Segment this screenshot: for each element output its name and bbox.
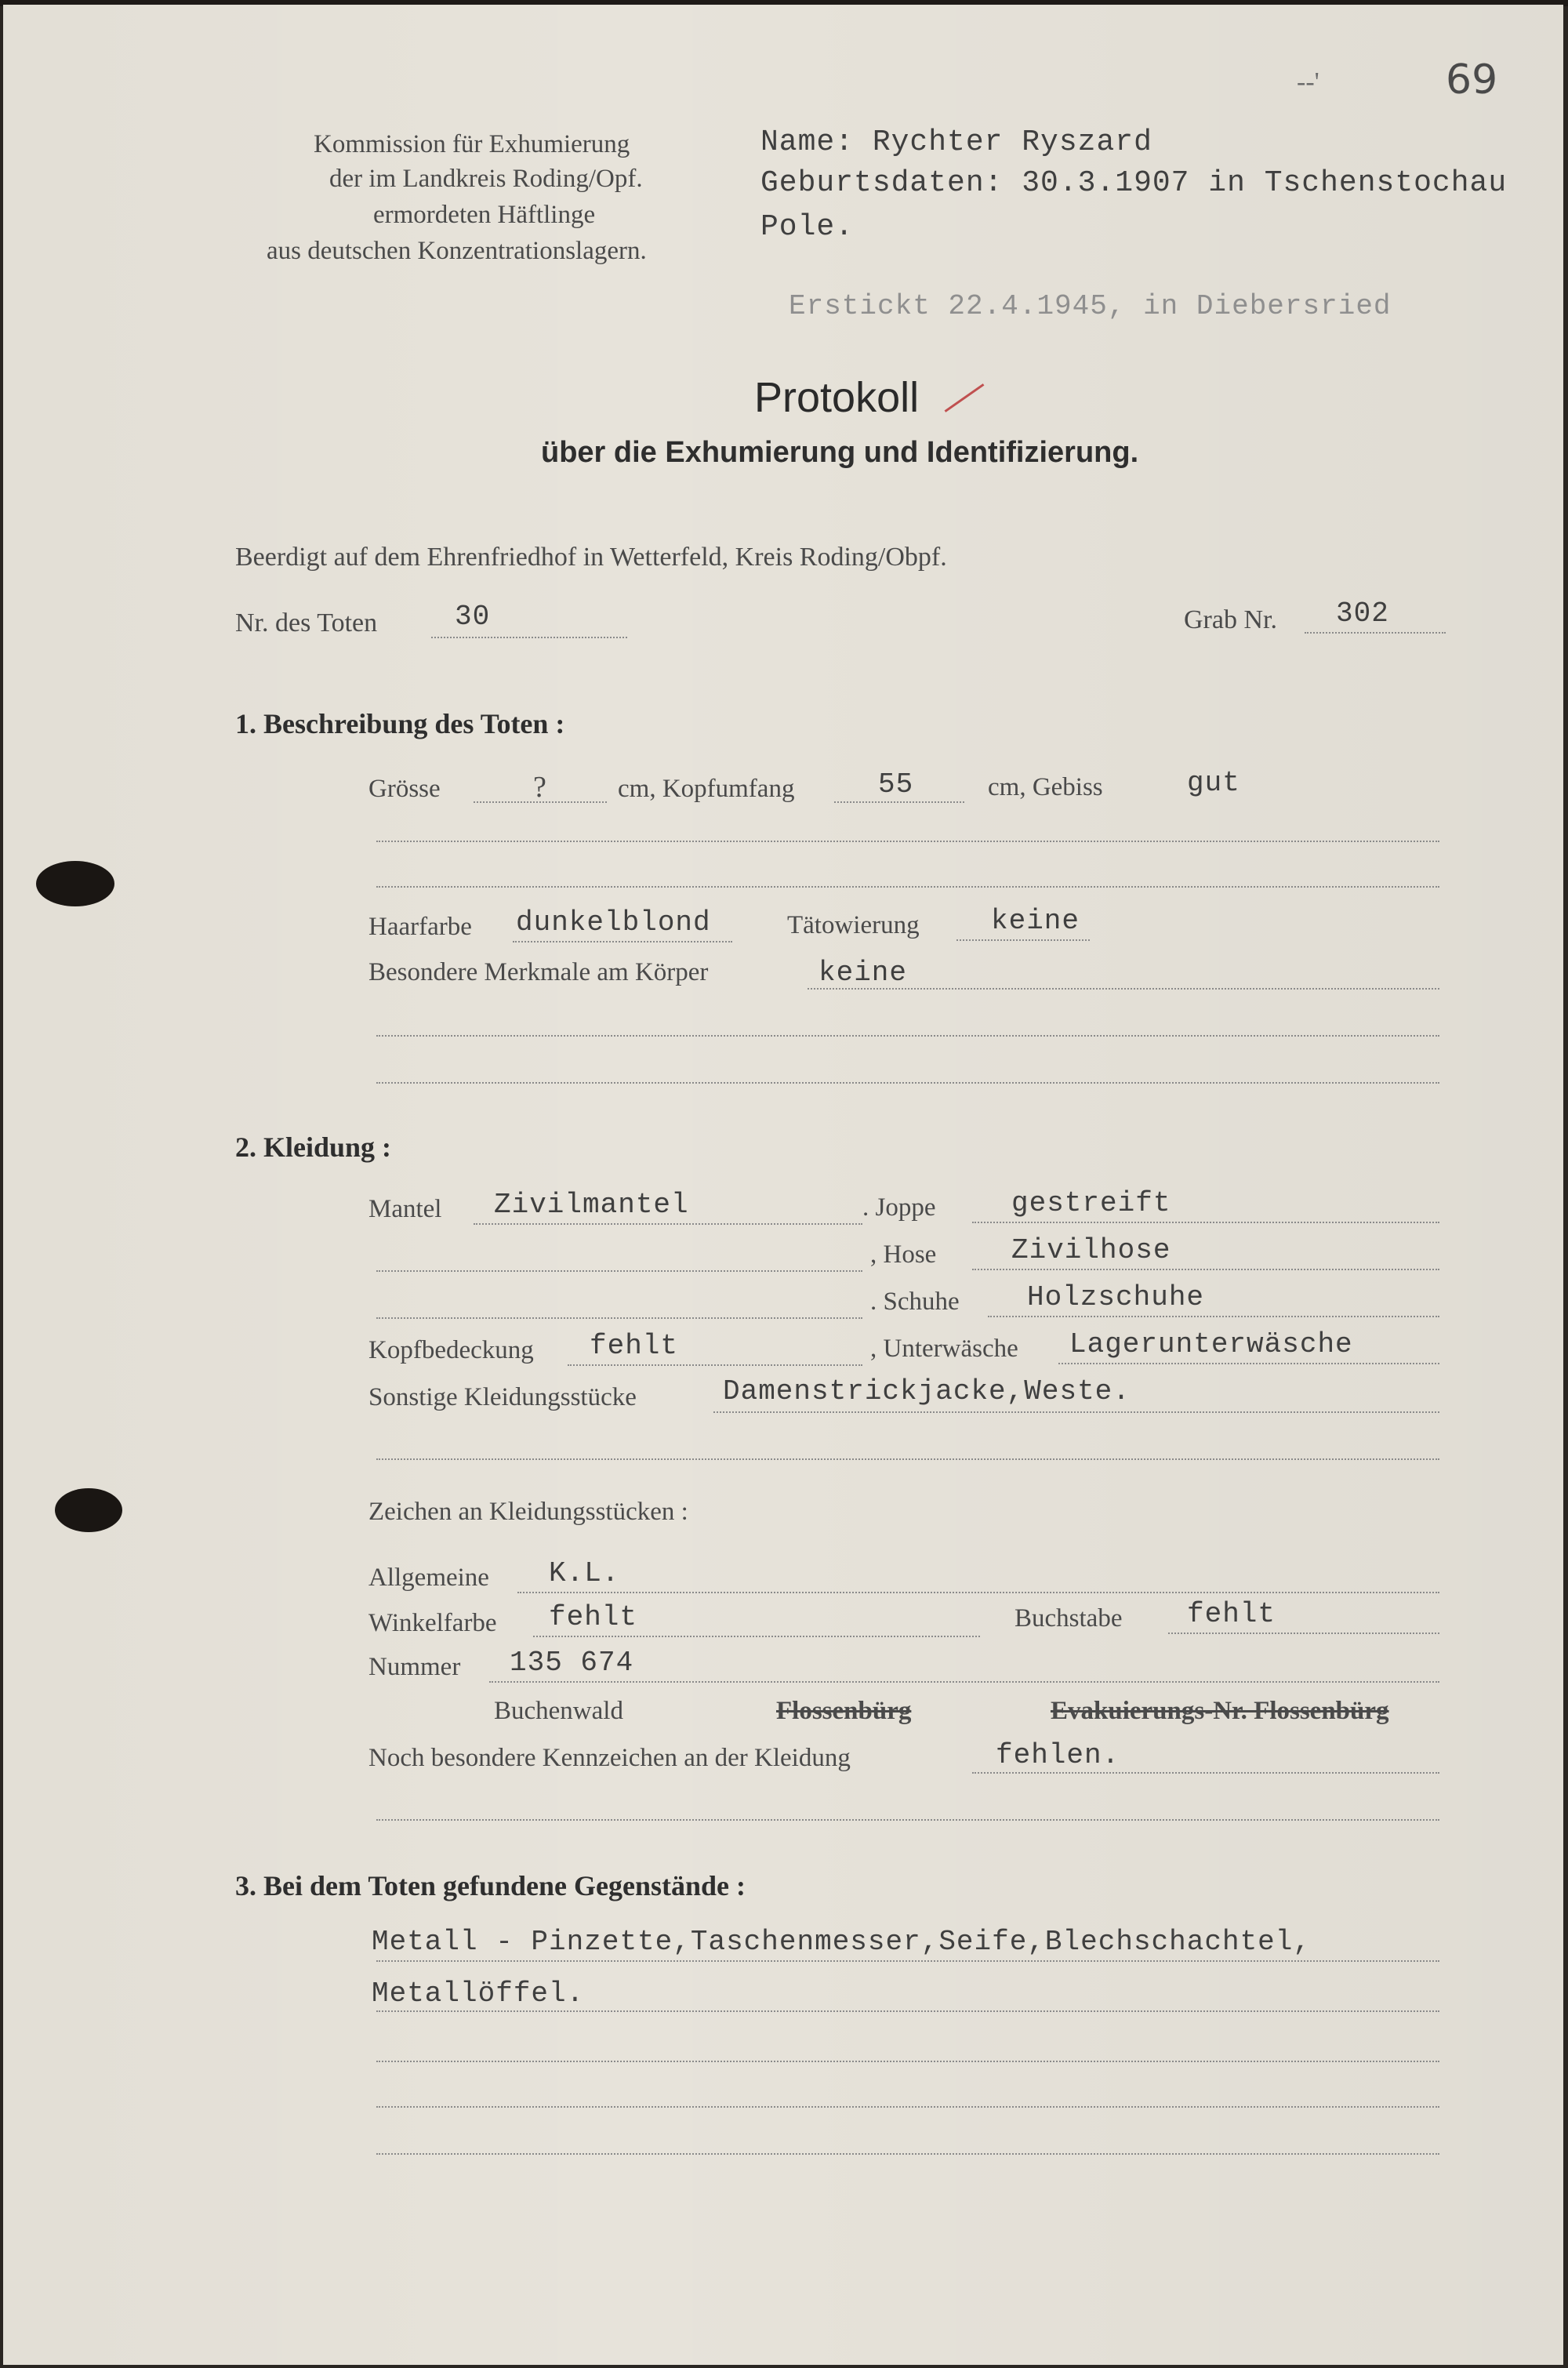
badge-color-line xyxy=(533,1636,980,1637)
jacket-value: gestreift xyxy=(1011,1187,1171,1219)
items-line-5 xyxy=(376,2153,1439,2155)
headwear-value: fehlt xyxy=(590,1330,679,1362)
items-line-4 xyxy=(376,2106,1439,2108)
teeth-label: cm, Gebiss xyxy=(988,773,1103,801)
coat-line xyxy=(474,1223,862,1225)
shoes-line xyxy=(988,1316,1439,1317)
grave-number-line xyxy=(1305,632,1446,634)
grave-number-value: 302 xyxy=(1336,597,1389,630)
badge-color-label: Winkelfarbe xyxy=(368,1609,497,1637)
clothing-blank-line-1 xyxy=(376,1270,862,1272)
page-number: 69 xyxy=(1446,56,1498,104)
head-circumference-value: 55 xyxy=(878,768,914,801)
hair-line xyxy=(513,941,732,942)
red-pencil-mark xyxy=(945,383,985,412)
clothing-blank-line-2 xyxy=(376,1317,862,1319)
items-text-line-2: Metallöffel. xyxy=(372,1978,585,2010)
jacket-label: . Joppe xyxy=(862,1193,936,1222)
binder-hole-top xyxy=(36,861,114,906)
head-circumference-line xyxy=(834,801,964,803)
hair-label: Haarfarbe xyxy=(368,913,472,941)
number-value: 135 674 xyxy=(510,1647,634,1679)
letter-label: Buchstabe xyxy=(1014,1604,1123,1633)
document-title: Protokoll xyxy=(754,374,920,421)
letter-line xyxy=(1168,1633,1439,1634)
head-circumference-label: cm, Kopfumfang xyxy=(618,775,795,803)
general-value: K.L. xyxy=(549,1557,620,1589)
commission-line-3: ermordeten Häftlinge xyxy=(373,201,596,229)
commission-line-2: der im Landkreis Roding/Opf. xyxy=(329,165,643,193)
tattoo-value: keine xyxy=(991,905,1080,937)
height-value: ? xyxy=(533,771,546,804)
coat-value: Zivilmantel xyxy=(494,1189,689,1221)
number-label: Nummer xyxy=(368,1653,461,1681)
badge-color-value: fehlt xyxy=(549,1601,638,1633)
section1-blank-line-2 xyxy=(376,886,1439,888)
items-line-2 xyxy=(376,2010,1439,2012)
section3-heading: 3. Bei dem Toten gefundene Gegenstände : xyxy=(235,1870,746,1901)
general-label: Allgemeine xyxy=(368,1564,489,1592)
nationality-line: Pole. xyxy=(760,210,855,244)
teeth-value: gut xyxy=(1187,767,1240,799)
items-line-1 xyxy=(376,1960,1439,1962)
shoes-label: . Schuhe xyxy=(870,1288,960,1316)
further-signs-value: fehlen. xyxy=(996,1739,1120,1771)
underwear-label: , Unterwäsche xyxy=(870,1335,1018,1363)
trousers-value: Zivilhose xyxy=(1011,1234,1171,1266)
clothing-signs-heading: Zeichen an Kleidungsstücken : xyxy=(368,1498,688,1526)
camp-flossenbuerg-struck: Flossenbürg xyxy=(776,1697,912,1725)
trousers-line xyxy=(972,1269,1439,1270)
binder-hole-bottom xyxy=(55,1488,122,1532)
body-marks-value: keine xyxy=(818,957,908,989)
shoes-value: Holzschuhe xyxy=(1027,1281,1205,1313)
other-clothing-value: Damenstrickjacke,Weste. xyxy=(723,1375,1131,1407)
underwear-value: Lagerunterwäsche xyxy=(1069,1328,1353,1360)
section1-blank-line-4 xyxy=(376,1082,1439,1084)
birth-line: Geburtsdaten: 30.3.1907 in Tschenstochau xyxy=(760,166,1508,200)
clothing-blank-line-3 xyxy=(376,1458,1439,1460)
camp-buchenwald: Buchenwald xyxy=(494,1697,623,1725)
section1-blank-line-1 xyxy=(376,841,1439,842)
further-signs-label: Noch besondere Kennzeichen an der Kleidung xyxy=(368,1744,851,1772)
tattoo-label: Tätowierung xyxy=(787,911,920,939)
jacket-line xyxy=(972,1222,1439,1223)
camp-evakuierung-struck: Evakuierungs-Nr. Flossenbürg xyxy=(1051,1697,1389,1725)
section2-heading: 2. Kleidung : xyxy=(235,1131,392,1163)
burial-statement: Beerdigt auf dem Ehrenfriedhof in Wetterfeld, Kreis Roding/Obpf. xyxy=(235,543,947,572)
items-text-line-1: Metall - Pinzette,Taschenmesser,Seife,Blechschachtel, xyxy=(372,1926,1311,1958)
dead-number-value: 30 xyxy=(455,601,491,633)
commission-line-1: Kommission für Exhumierung xyxy=(314,130,630,158)
other-clothing-line xyxy=(713,1411,1439,1413)
headwear-line xyxy=(568,1364,862,1366)
trousers-label: , Hose xyxy=(870,1240,937,1269)
height-label: Grösse xyxy=(368,775,441,803)
name-line: Name: Rychter Ryszard xyxy=(760,125,1152,159)
corner-mark: --' xyxy=(1297,67,1319,96)
general-line xyxy=(517,1592,1439,1593)
dead-number-label: Nr. des Toten xyxy=(235,608,378,637)
section1-blank-line-3 xyxy=(376,1035,1439,1037)
death-line: Erstickt 22.4.1945, in Diebersried xyxy=(789,290,1392,322)
hair-value: dunkelblond xyxy=(516,906,711,939)
commission-line-4: aus deutschen Konzentrationslagern. xyxy=(267,237,647,265)
underwear-line xyxy=(1058,1363,1439,1364)
further-signs-line xyxy=(972,1772,1439,1774)
section1-heading: 1. Beschreibung des Toten : xyxy=(235,708,565,739)
coat-label: Mantel xyxy=(368,1195,442,1223)
document-page xyxy=(3,5,1563,2365)
other-clothing-label: Sonstige Kleidungsstücke xyxy=(368,1383,637,1411)
body-marks-label: Besondere Merkmale am Körper xyxy=(368,958,709,986)
items-line-3 xyxy=(376,2061,1439,2062)
tattoo-line xyxy=(956,939,1090,941)
headwear-label: Kopfbedeckung xyxy=(368,1336,534,1364)
letter-value: fehlt xyxy=(1187,1598,1276,1630)
document-subtitle: über die Exhumierung und Identifizierung. xyxy=(541,436,1139,469)
number-line xyxy=(489,1681,1439,1683)
dead-number-line xyxy=(431,637,627,638)
clothing-blank-line-4 xyxy=(376,1819,1439,1821)
grave-number-label: Grab Nr. xyxy=(1184,605,1277,634)
